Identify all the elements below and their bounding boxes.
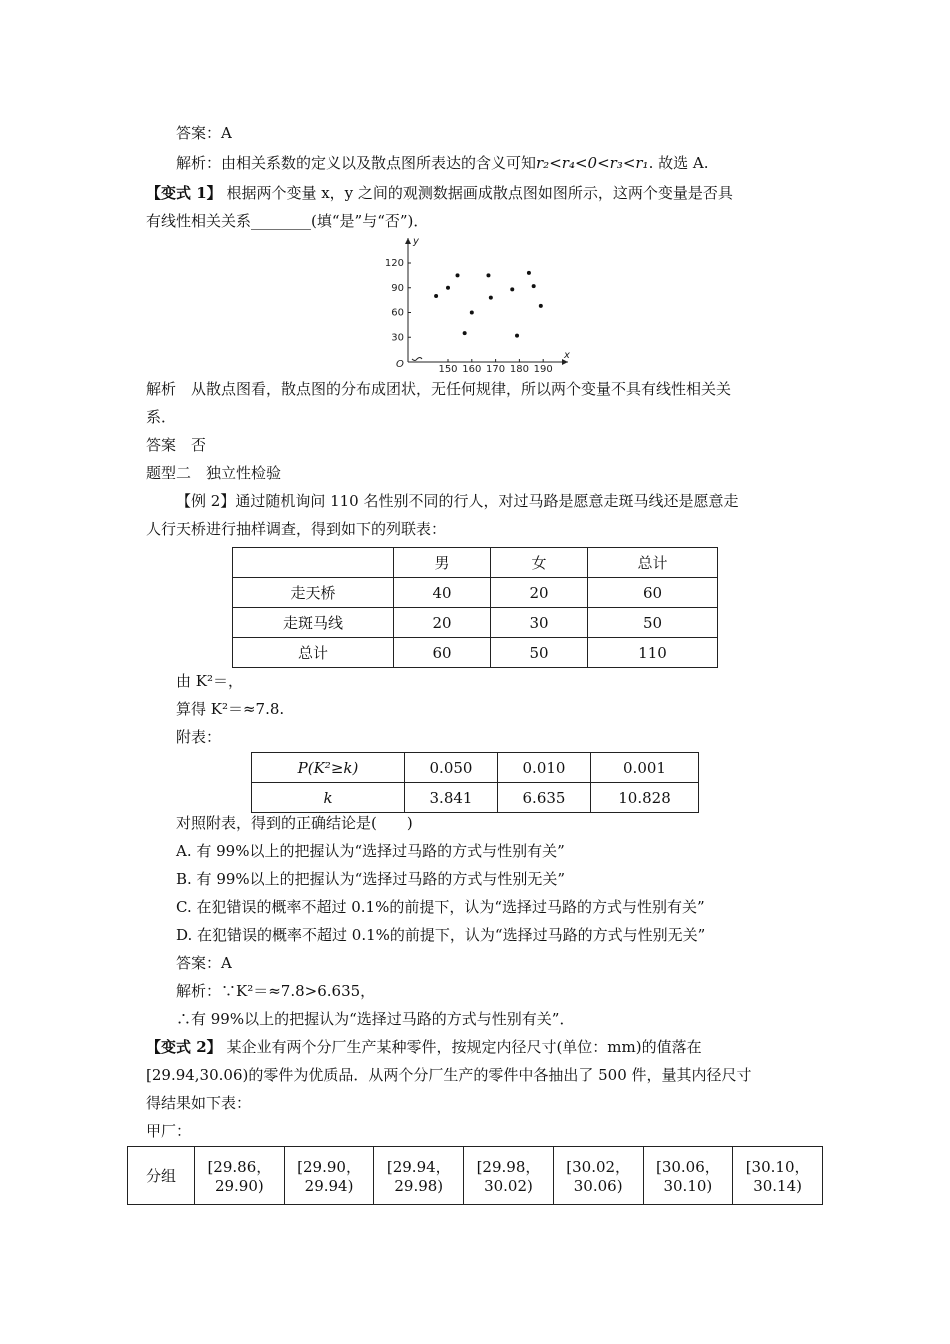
example-2-answer: 答案：A [176, 954, 232, 972]
scatter-axes [396, 236, 570, 370]
scatter-point [463, 331, 467, 335]
contingency-header-cell: 男 [394, 548, 491, 578]
table-row [233, 608, 718, 638]
analysis-1-suffix: . 故选 A. [648, 154, 709, 172]
scatter-plot [378, 232, 574, 374]
x-tick-label: 160 [462, 364, 482, 374]
scatter-point [456, 273, 460, 277]
variant-2-tag: 【变式 2】 [146, 1038, 222, 1056]
x-axis-label: x [564, 350, 570, 361]
table-cell: 110 [588, 638, 718, 668]
group-cell [284, 1147, 374, 1205]
scatter-point [539, 304, 543, 308]
table-cell: 50 [588, 608, 718, 638]
option-b: B. 有 99%以上的把握认为“选择过马路的方式与性别无关” [176, 870, 566, 888]
table-cell: 60 [588, 578, 718, 608]
contingency-header-cell [233, 548, 394, 578]
option-d: D. 在犯错误的概率不超过 0.1%的前提下，认为“选择过马路的方式与性别无关” [176, 926, 706, 944]
table-cell: 20 [491, 578, 588, 608]
group-cell-top: [29.98， [476, 1158, 541, 1176]
variant-2-text-1: 某企业有两个分厂生产某种零件，按规定内径尺寸(单位：mm)的值落在 [226, 1038, 702, 1056]
group-cell-bottom: 29.94) [304, 1177, 354, 1195]
table-cell: 10.828 [591, 783, 699, 813]
table-cell: k [252, 783, 405, 813]
scatter-point [470, 311, 474, 315]
table-cell: 40 [394, 578, 491, 608]
question-line: 对照附表，得到的正确结论是( ) [176, 814, 413, 832]
group-cell [733, 1147, 823, 1205]
group-cell-top: [29.90， [297, 1158, 361, 1176]
group-cell-bottom: 29.98) [394, 1177, 444, 1195]
table-cell: 3.841 [405, 783, 498, 813]
option-a: A. 有 99%以上的把握认为“选择过马路的方式与性别有关” [176, 842, 565, 860]
table-cell: 0.001 [591, 753, 699, 783]
table-cell: 0.010 [498, 753, 591, 783]
group-cell [643, 1147, 733, 1205]
table-row [252, 783, 699, 813]
table-cell: 走斑马线 [233, 608, 394, 638]
x-tick-label: 150 [438, 364, 458, 374]
section-heading-type-2: 题型二 独立性检验 [146, 464, 282, 482]
option-c: C. 在犯错误的概率不超过 0.1%的前提下，认为“选择过马路的方式与性别有关” [176, 898, 705, 916]
k2-formula-line: 由 K²＝， [176, 672, 243, 690]
origin-label: O [396, 359, 404, 370]
variant-1-analysis-line-1: 解析 从散点图看，散点图的分布成团状，无任何规律，所以两个变量不具有线性相关关 [146, 380, 732, 398]
group-cell [374, 1147, 464, 1205]
example-2-analysis-line-1: 解析：∵K²＝≈7.8>6.635， [176, 982, 376, 1000]
table-cell: 总计 [233, 638, 394, 668]
group-cell-bottom: 30.14) [753, 1177, 802, 1195]
scatter-points [434, 271, 543, 338]
example-2-line-1 [176, 490, 738, 512]
scatter-point [489, 296, 493, 300]
group-cell-top: [30.10， [745, 1158, 810, 1176]
variant-2-line-3: 得结果如下表： [146, 1094, 252, 1112]
table-cell: 30 [491, 608, 588, 638]
axis-break-mark [412, 358, 422, 361]
appendix-label: 附表： [176, 728, 222, 746]
table-row [252, 753, 699, 783]
analysis-1-formula: r₂<r₄<0<r₃<r₁ [536, 154, 649, 172]
group-cell-top: [29.94， [386, 1158, 451, 1176]
table-cell: 0.050 [405, 753, 498, 783]
scatter-point [446, 286, 450, 290]
analysis-1 [176, 152, 708, 174]
table-cell: 50 [491, 638, 588, 668]
group-label-cell: 分组 [128, 1147, 195, 1205]
y-axis-arrow [405, 238, 411, 244]
contingency-header-row [233, 548, 718, 578]
group-cell-top: [30.06， [655, 1158, 720, 1176]
y-axis-label: y [413, 236, 419, 247]
x-tick-label: 190 [533, 364, 553, 374]
table-cell: 20 [394, 608, 491, 638]
example-2-text-1: 通过随机询问 110 名性别不同的行人，对过马路是愿意走斑马线还是愿意走 [235, 492, 739, 510]
example-2-analysis-line-2: ∴有 99%以上的把握认为“选择过马路的方式与性别有关”． [176, 1010, 575, 1028]
scatter-point [532, 284, 536, 288]
group-cell-bottom: 30.02) [484, 1177, 533, 1195]
group-table [127, 1146, 823, 1205]
variant-1-tag: 【变式 1】 [146, 184, 222, 202]
group-cell-top: [30.02， [566, 1158, 631, 1176]
x-tick-label: 180 [509, 364, 529, 374]
group-cell-bottom: 30.06) [573, 1177, 623, 1195]
group-cell [195, 1147, 285, 1205]
critical-value-table [251, 752, 699, 813]
x-tick-label: 170 [486, 364, 506, 374]
answer-1: 答案：A [176, 124, 232, 142]
y-tick-label: 120 [384, 258, 404, 269]
variant-1-text-1: 根据两个变量 x，y 之间的观测数据画成散点图如图所示，这两个变量是否具 [226, 184, 733, 202]
group-cell-bottom: 30.10) [663, 1177, 713, 1195]
contingency-header-cell: 女 [491, 548, 588, 578]
variant-1-answer: 答案 否 [146, 436, 207, 454]
scatter-point [434, 294, 438, 298]
factory-label: 甲厂： [146, 1122, 192, 1140]
table-cell: P(K²≥k) [252, 753, 405, 783]
table-row [233, 638, 718, 668]
group-cell [553, 1147, 643, 1205]
variant-1-line-1 [146, 182, 733, 204]
scatter-ticks [385, 258, 553, 374]
variant-2-line-2: [29.94,30.06)的零件为优质品．从两个分厂生产的零件中各抽出了 500 件，量其内径尺寸 [146, 1066, 752, 1084]
analysis-1-prefix: 解析：由相关系数的定义以及散点图所表达的含义可知 [176, 154, 537, 172]
scatter-point [486, 273, 490, 277]
variant-2-line-1 [146, 1036, 702, 1058]
group-cell [464, 1147, 554, 1205]
contingency-header-cell: 总计 [588, 548, 718, 578]
table-cell: 60 [394, 638, 491, 668]
scatter-point [510, 287, 514, 291]
example-2-line-2: 人行天桥进行抽样调查，得到如下的列联表： [146, 520, 447, 538]
table-row [233, 578, 718, 608]
variant-1-analysis-line-2: 系． [146, 408, 177, 426]
scatter-point [515, 334, 519, 338]
scatter-point [527, 271, 531, 275]
table-cell: 走天桥 [233, 578, 394, 608]
y-tick-label: 30 [391, 332, 404, 344]
example-2-tag: 【例 2】 [176, 492, 236, 510]
variant-1-line-2: 有线性相关关系________(填“是”与“否”)． [146, 212, 429, 230]
y-tick-label: 90 [391, 282, 404, 294]
y-tick-label: 60 [391, 307, 404, 319]
group-cell-top: [29.86， [207, 1158, 272, 1176]
table-cell: 6.635 [498, 783, 591, 813]
table-row [128, 1147, 823, 1205]
k2-result-line: 算得 K²＝≈7.8. [176, 700, 285, 718]
group-cell-bottom: 29.90) [214, 1177, 264, 1195]
contingency-table [232, 547, 718, 668]
